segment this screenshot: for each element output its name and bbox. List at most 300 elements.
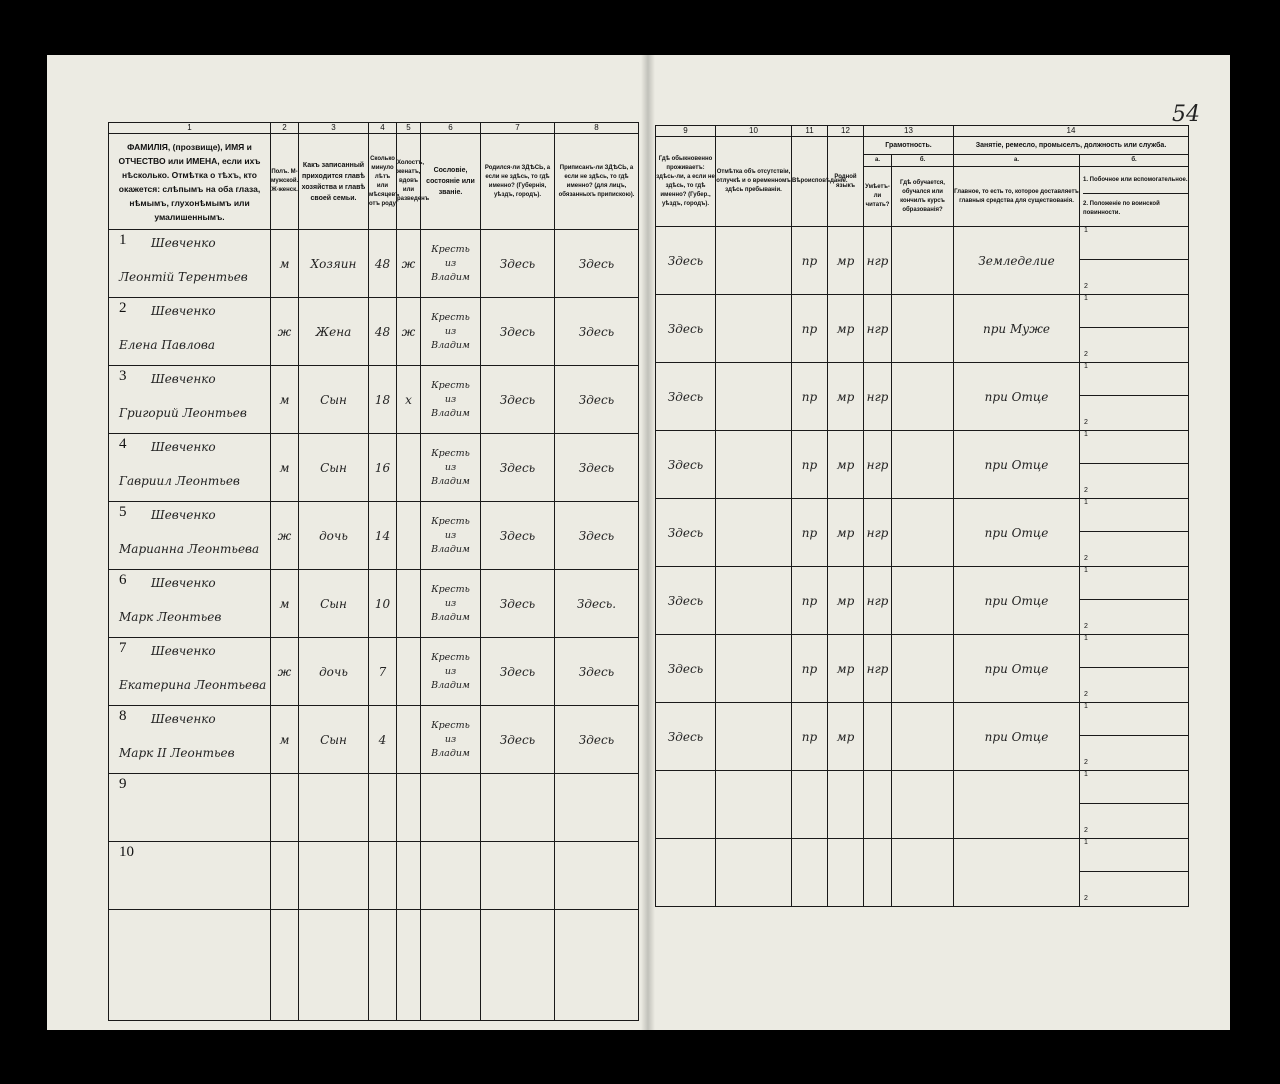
person-row-right xyxy=(656,227,1189,295)
header-education: Гдѣ обучается, обучался или кончилъ курсъ образованія? xyxy=(892,167,954,227)
person-row-right xyxy=(656,839,1189,907)
col-num: 1 xyxy=(109,123,271,134)
literate-cell: нгр xyxy=(864,499,892,567)
col-num: 11 xyxy=(792,126,828,137)
literate-cell: нгр xyxy=(864,567,892,635)
header-estate: Сословіе, состояніе или званіе. xyxy=(421,134,481,230)
estate-cell xyxy=(421,774,481,842)
estate-line: из xyxy=(444,461,457,473)
age-cell: 14 xyxy=(369,502,397,570)
marital-cell xyxy=(397,706,421,774)
residence-cell xyxy=(656,839,716,907)
sex-cell: ж xyxy=(271,502,299,570)
age-cell: 18 xyxy=(369,366,397,434)
birthplace-cell: Здесь xyxy=(481,230,555,298)
header-main-occupation: Главное, то есть то, которое доставляетъ главныя средства для существованія. xyxy=(954,167,1080,227)
name-cell xyxy=(109,774,271,842)
occupation-cell: при Отце xyxy=(954,363,1080,431)
person-row-left xyxy=(109,298,639,366)
header-sex: Полъ. М-мужской. Ж-женск. xyxy=(271,134,299,230)
estate-line: Кресть xyxy=(431,311,470,323)
relation-cell: дочь xyxy=(299,638,369,706)
name-cell xyxy=(109,230,271,298)
sub-line-1: 1 xyxy=(1080,703,1188,736)
left-page-table xyxy=(108,122,639,1021)
sex-cell: м xyxy=(271,230,299,298)
secondary-occupation-cell xyxy=(1080,635,1189,703)
row-number: 9 xyxy=(119,776,127,792)
header-name: ФАМИЛІЯ, (прозвище), ИМЯ и ОТЧЕСТВО или ИМЕНА, если ихъ нѣсколько. Отмѣтка о тѣхъ, кто окажется: слѣпымъ на оба глаза, нѣмымъ, глухонѣмымъ или умалишеннымъ. xyxy=(109,134,271,230)
col-num: 9 xyxy=(656,126,716,137)
education-cell xyxy=(892,635,954,703)
age-cell: 48 xyxy=(369,298,397,366)
literate-cell xyxy=(864,703,892,771)
secondary-occupation-cell xyxy=(1080,771,1189,839)
relation-cell xyxy=(299,842,369,910)
sub-line-2: 2 xyxy=(1084,283,1088,290)
given-name: Марианна Леонтьева xyxy=(119,542,260,556)
person-row-right xyxy=(656,635,1189,703)
religion-cell xyxy=(792,771,828,839)
language-cell: мр xyxy=(828,363,864,431)
sub-line-2: 2 xyxy=(1084,691,1088,698)
person-row-left xyxy=(109,434,639,502)
language-cell: мр xyxy=(828,499,864,567)
language-cell: мр xyxy=(828,567,864,635)
sub-line-2: 2 xyxy=(1084,759,1088,766)
estate-line: из xyxy=(444,597,457,609)
header-age: Сколько минуло лѣтъ или мѣсяцевъ отъ роду xyxy=(369,134,397,230)
registration-cell: Здесь. xyxy=(555,570,639,638)
col-num: 4 xyxy=(369,123,397,134)
blank-cell xyxy=(555,910,639,1021)
row-number: 6 xyxy=(119,572,127,588)
estate-line: из xyxy=(444,665,457,677)
residence-cell: Здесь xyxy=(656,635,716,703)
row-number: 8 xyxy=(119,708,127,724)
estate-line: Владим xyxy=(431,271,470,283)
given-name: Марк II Леонтьев xyxy=(119,746,235,760)
birthplace-cell: Здесь xyxy=(481,706,555,774)
education-cell xyxy=(892,703,954,771)
secondary-occupation-cell xyxy=(1080,567,1189,635)
header-can-read: Умѣетъ-ли читать? xyxy=(864,167,892,227)
absence-cell xyxy=(716,839,792,907)
education-cell xyxy=(892,839,954,907)
person-row-right xyxy=(656,567,1189,635)
surname: Шевченко xyxy=(151,372,216,386)
header-relation: Какъ записанный приходится главѣ хозяйства и главѣ своей семьи. xyxy=(299,134,369,230)
estate-line: Кресть xyxy=(431,515,470,527)
registration-cell: Здесь xyxy=(555,706,639,774)
estate-line: Кресть xyxy=(431,447,470,459)
education-cell xyxy=(892,771,954,839)
given-name: Екатерина Леонтьева xyxy=(119,678,267,692)
occupation-cell xyxy=(954,839,1080,907)
birthplace-cell: Здесь xyxy=(481,298,555,366)
marital-cell: ж xyxy=(397,230,421,298)
birthplace-cell: Здесь xyxy=(481,502,555,570)
sub-line-1: 1 xyxy=(1080,363,1188,396)
name-cell xyxy=(109,706,271,774)
religion-cell: пр xyxy=(792,703,828,771)
sex-cell: ж xyxy=(271,298,299,366)
marital-cell xyxy=(397,434,421,502)
sub-line-2: 2 xyxy=(1084,419,1088,426)
literate-cell xyxy=(864,771,892,839)
residence-cell: Здесь xyxy=(656,295,716,363)
residence-cell: Здесь xyxy=(656,431,716,499)
name-cell xyxy=(109,366,271,434)
left-column-headers xyxy=(109,134,639,230)
occupation-cell: при Муже xyxy=(954,295,1080,363)
language-cell xyxy=(828,771,864,839)
right-page-table xyxy=(655,125,1189,907)
header-residence: Гдѣ обыкновенно проживаетъ: здѣсь-ли, а если не здѣсь, то гдѣ именно? (Губер., уѣздъ, городъ). xyxy=(656,137,716,227)
birthplace-cell: Здесь xyxy=(481,638,555,706)
header-language: Родной языкъ xyxy=(828,137,864,227)
row-number: 5 xyxy=(119,504,127,520)
secondary-occupation-cell xyxy=(1080,431,1189,499)
page-fold xyxy=(641,55,655,1030)
header-registration: Приписанъ-ли ЗДѢСЬ, а если не здѣсь, то гдѣ именно? (для лицъ, обязанныхъ припискою). xyxy=(555,134,639,230)
sub-line-2: 2 xyxy=(1084,351,1088,358)
occupation-cell: при Отце xyxy=(954,567,1080,635)
surname: Шевченко xyxy=(151,712,216,726)
age-cell: 4 xyxy=(369,706,397,774)
absence-cell xyxy=(716,703,792,771)
registration-cell xyxy=(555,842,639,910)
age-cell: 16 xyxy=(369,434,397,502)
person-row-right xyxy=(656,431,1189,499)
blank-cell xyxy=(109,910,271,1021)
person-row-left xyxy=(109,570,639,638)
sub-line-1: 1 xyxy=(1080,431,1188,464)
name-cell xyxy=(109,842,271,910)
education-cell xyxy=(892,363,954,431)
literate-cell: нгр xyxy=(864,431,892,499)
estate-line: из xyxy=(444,393,457,405)
blank-cell xyxy=(299,910,369,1021)
sex-cell: ж xyxy=(271,638,299,706)
left-rows xyxy=(109,230,639,1021)
sub-line-2: 2 xyxy=(1084,623,1088,630)
residence-cell: Здесь xyxy=(656,363,716,431)
person-row-left xyxy=(109,638,639,706)
person-row-left xyxy=(109,230,639,298)
occupation-cell: при Отце xyxy=(954,431,1080,499)
relation-cell: Жена xyxy=(299,298,369,366)
absence-cell xyxy=(716,295,792,363)
relation-cell: Сын xyxy=(299,434,369,502)
row-number: 1 xyxy=(119,232,127,248)
absence-cell xyxy=(716,227,792,295)
birthplace-cell: Здесь xyxy=(481,570,555,638)
marital-cell xyxy=(397,774,421,842)
absence-cell xyxy=(716,771,792,839)
header-secondary-occupation xyxy=(1080,167,1189,227)
left-column-numbers xyxy=(109,123,639,134)
education-cell xyxy=(892,499,954,567)
sub-line-2: 2 xyxy=(1084,555,1088,562)
occupation-cell: при Отце xyxy=(954,499,1080,567)
language-cell: мр xyxy=(828,295,864,363)
age-cell xyxy=(369,842,397,910)
name-cell xyxy=(109,502,271,570)
row-number: 3 xyxy=(119,368,127,384)
sex-cell: м xyxy=(271,366,299,434)
estate-cell xyxy=(421,502,481,570)
sex-cell: м xyxy=(271,434,299,502)
estate-line: Кресть xyxy=(431,379,470,391)
sub-line-1: 1 xyxy=(1080,771,1188,804)
age-cell: 7 xyxy=(369,638,397,706)
col-num: 5 xyxy=(397,123,421,134)
person-row-right xyxy=(656,771,1189,839)
surname: Шевченко xyxy=(151,304,216,318)
estate-line: Кресть xyxy=(431,583,470,595)
secondary-occupation-cell xyxy=(1080,363,1189,431)
col-num: 3 xyxy=(299,123,369,134)
registration-cell: Здесь xyxy=(555,502,639,570)
estate-line: Владим xyxy=(431,679,470,691)
col-num: 14 xyxy=(954,126,1189,137)
name-cell xyxy=(109,434,271,502)
occupation-sub-a-label: а. xyxy=(954,155,1080,167)
name-cell xyxy=(109,638,271,706)
religion-cell: пр xyxy=(792,499,828,567)
estate-cell xyxy=(421,434,481,502)
literate-cell xyxy=(864,839,892,907)
absence-cell xyxy=(716,363,792,431)
col-num: 13 xyxy=(864,126,954,137)
person-row-left xyxy=(109,774,639,842)
occupation-sub-b-label: б. xyxy=(1080,155,1189,167)
header-secondary: 1. Побочное или вспомогательное. xyxy=(1083,176,1188,183)
marital-cell: ж xyxy=(397,298,421,366)
row-number: 7 xyxy=(119,640,127,656)
header-occupation: Занятіе, ремесло, промыселъ, должность или служба. xyxy=(954,137,1189,155)
estate-line: Владим xyxy=(431,407,470,419)
secondary-occupation-cell xyxy=(1080,227,1189,295)
estate-cell xyxy=(421,570,481,638)
estate-cell xyxy=(421,638,481,706)
header-military: 2. Положеніе по воинской повинности. xyxy=(1083,193,1188,218)
header-marital: Холостъ, женатъ, вдовъ или разведенъ xyxy=(397,134,421,230)
row-number: 10 xyxy=(119,844,134,860)
sub-line-1: 1 xyxy=(1080,499,1188,532)
religion-cell xyxy=(792,839,828,907)
sex-cell: м xyxy=(271,570,299,638)
marital-cell xyxy=(397,638,421,706)
age-cell xyxy=(369,774,397,842)
person-row-left xyxy=(109,706,639,774)
col-num: 12 xyxy=(828,126,864,137)
occupation-cell xyxy=(954,771,1080,839)
given-name: Гавриил Леонтьев xyxy=(119,474,240,488)
religion-cell: пр xyxy=(792,567,828,635)
sex-cell xyxy=(271,842,299,910)
blank-cell xyxy=(397,910,421,1021)
relation-cell: Сын xyxy=(299,570,369,638)
sub-line-1: 1 xyxy=(1080,567,1188,600)
absence-cell xyxy=(716,499,792,567)
residence-cell: Здесь xyxy=(656,703,716,771)
col-num: 2 xyxy=(271,123,299,134)
estate-cell xyxy=(421,230,481,298)
estate-line: Владим xyxy=(431,611,470,623)
age-cell: 48 xyxy=(369,230,397,298)
blank-cell xyxy=(481,910,555,1021)
header-birthplace: Родился-ли ЗДѢСЬ, а если не здѣсь, то гдѣ именно? (Губернія, уѣздъ, городъ). xyxy=(481,134,555,230)
estate-cell xyxy=(421,298,481,366)
col-num: 8 xyxy=(555,123,639,134)
surname: Шевченко xyxy=(151,236,216,250)
occupation-cell: при Отце xyxy=(954,703,1080,771)
sub-line-1: 1 xyxy=(1080,635,1188,668)
sub-line-2: 2 xyxy=(1084,487,1088,494)
registration-cell xyxy=(555,774,639,842)
name-cell xyxy=(109,570,271,638)
education-cell xyxy=(892,567,954,635)
literacy-sub-a-label: а. xyxy=(864,155,892,167)
absence-cell xyxy=(716,635,792,703)
estate-line: из xyxy=(444,529,457,541)
person-row-right xyxy=(656,703,1189,771)
blank-cell xyxy=(421,910,481,1021)
secondary-occupation-cell xyxy=(1080,703,1189,771)
literate-cell: нгр xyxy=(864,227,892,295)
literate-cell: нгр xyxy=(864,363,892,431)
surname: Шевченко xyxy=(151,508,216,522)
sex-cell: м xyxy=(271,706,299,774)
marital-cell xyxy=(397,842,421,910)
header-absence: Отмѣтка объ отсутствіи, отлучкѣ и о временномъ здѣсь пребываніи. xyxy=(716,137,792,227)
person-row-right xyxy=(656,363,1189,431)
estate-line: Владим xyxy=(431,339,470,351)
absence-cell xyxy=(716,567,792,635)
estate-cell xyxy=(421,706,481,774)
given-name: Елена Павлова xyxy=(119,338,215,352)
secondary-occupation-cell xyxy=(1080,839,1189,907)
sub-line-2: 2 xyxy=(1084,895,1088,902)
secondary-occupation-cell xyxy=(1080,499,1189,567)
language-cell: мр xyxy=(828,227,864,295)
estate-line: Владим xyxy=(431,747,470,759)
col-num: 7 xyxy=(481,123,555,134)
religion-cell: пр xyxy=(792,295,828,363)
birthplace-cell: Здесь xyxy=(481,434,555,502)
religion-cell: пр xyxy=(792,431,828,499)
relation-cell: Хозяин xyxy=(299,230,369,298)
literate-cell: нгр xyxy=(864,295,892,363)
estate-line: из xyxy=(444,325,457,337)
birthplace-cell xyxy=(481,774,555,842)
blank-cell xyxy=(369,910,397,1021)
given-name: Григорий Леонтьев xyxy=(119,406,247,420)
col-num: 10 xyxy=(716,126,792,137)
estate-line: Кресть xyxy=(431,651,470,663)
estate-line: Владим xyxy=(431,475,470,487)
person-row-left xyxy=(109,366,639,434)
sub-line-1: 1 xyxy=(1080,839,1188,872)
estate-line: Кресть xyxy=(431,719,470,731)
registration-cell: Здесь xyxy=(555,298,639,366)
estate-line: из xyxy=(444,733,457,745)
religion-cell: пр xyxy=(792,363,828,431)
person-row-left xyxy=(109,842,639,910)
person-row-right xyxy=(656,295,1189,363)
sub-line-1: 1 xyxy=(1080,227,1188,260)
estate-cell xyxy=(421,366,481,434)
marital-cell xyxy=(397,570,421,638)
row-number: 4 xyxy=(119,436,127,452)
absence-cell xyxy=(716,431,792,499)
person-row-right xyxy=(656,499,1189,567)
header-religion: Вѣроисповѣданіе. xyxy=(792,137,828,227)
blank-area xyxy=(109,910,639,1021)
residence-cell: Здесь xyxy=(656,499,716,567)
language-cell: мр xyxy=(828,703,864,771)
language-cell: мр xyxy=(828,431,864,499)
person-row-left xyxy=(109,502,639,570)
education-cell xyxy=(892,295,954,363)
right-rows xyxy=(656,227,1189,907)
occupation-cell: Земледелие xyxy=(954,227,1080,295)
registration-cell: Здесь xyxy=(555,434,639,502)
age-cell: 10 xyxy=(369,570,397,638)
right-column-numbers xyxy=(656,126,1189,137)
registration-cell: Здесь xyxy=(555,230,639,298)
education-cell xyxy=(892,431,954,499)
religion-cell: пр xyxy=(792,635,828,703)
page-number: 54 xyxy=(1172,102,1200,127)
birthplace-cell: Здесь xyxy=(481,366,555,434)
col-num: 6 xyxy=(421,123,481,134)
marital-cell: х xyxy=(397,366,421,434)
estate-line: Кресть xyxy=(431,243,470,255)
surname: Шевченко xyxy=(151,576,216,590)
literacy-sub-b-label: б. xyxy=(892,155,954,167)
estate-line: из xyxy=(444,257,457,269)
residence-cell: Здесь xyxy=(656,567,716,635)
birthplace-cell xyxy=(481,842,555,910)
estate-line: Владим xyxy=(431,543,470,555)
residence-cell: Здесь xyxy=(656,227,716,295)
given-name: Марк Леонтьев xyxy=(119,610,222,624)
literate-cell: нгр xyxy=(864,635,892,703)
relation-cell xyxy=(299,774,369,842)
sex-cell xyxy=(271,774,299,842)
occupation-cell: при Отце xyxy=(954,635,1080,703)
residence-cell xyxy=(656,771,716,839)
sub-line-2: 2 xyxy=(1084,827,1088,834)
registration-cell: Здесь xyxy=(555,366,639,434)
secondary-occupation-cell xyxy=(1080,295,1189,363)
religion-cell: пр xyxy=(792,227,828,295)
education-cell xyxy=(892,227,954,295)
estate-cell xyxy=(421,842,481,910)
given-name: Леонтій Терентьев xyxy=(119,270,248,284)
name-cell xyxy=(109,298,271,366)
surname: Шевченко xyxy=(151,644,216,658)
row-number: 2 xyxy=(119,300,127,316)
header-literacy: Грамотность. xyxy=(864,137,954,155)
marital-cell xyxy=(397,502,421,570)
right-group-headers xyxy=(656,137,1189,155)
language-cell xyxy=(828,839,864,907)
language-cell: мр xyxy=(828,635,864,703)
